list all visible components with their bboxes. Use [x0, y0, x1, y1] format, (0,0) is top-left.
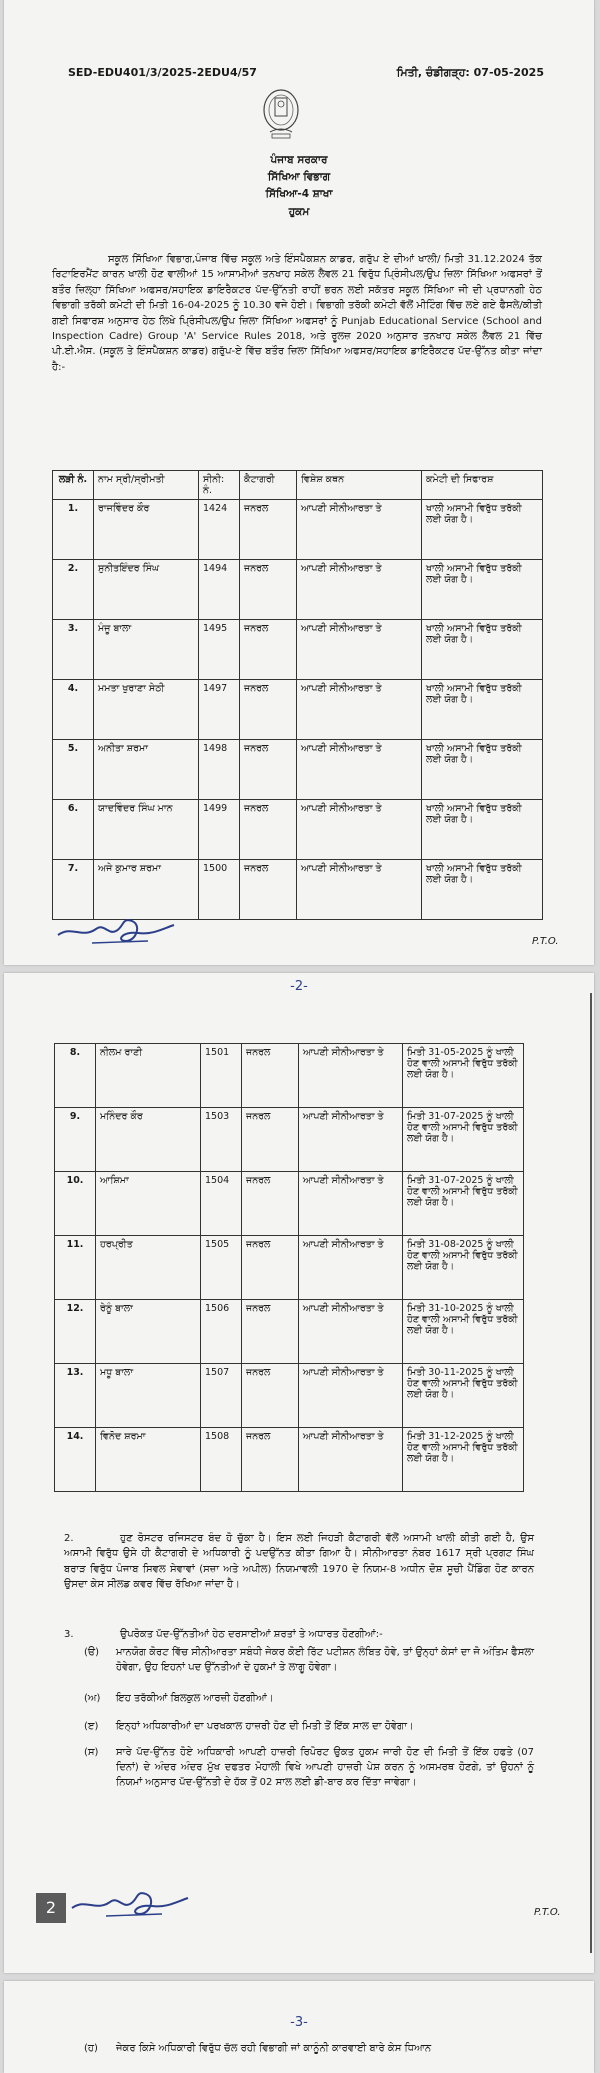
cell-sr: 11. — [55, 1236, 96, 1300]
document-page-1 — [4, 0, 594, 965]
clause-a-label: (ੳ) — [84, 1647, 100, 1658]
cell-seniority: 1501 — [201, 1044, 242, 1108]
cell-category: ਜਨਰਲ — [242, 1236, 299, 1300]
clause-a-text: ਮਾਨਯੋਗ ਕੋਰਟ ਵਿੱਚ ਸੀਨੀਆਰਤਾ ਸਬੰਧੀ ਜੇਕਰ ਕੋਈ ਰਿੱਟ ਪਟੀਸ਼ਨ ਲੰਬਿਤ ਹੋਵੇ, ਤਾਂ ਉਨ੍ਹਾਂ ਕੇਸਾਂ ਦਾ ਜੋ ਅੰਤਿਮ ਫੈਸਲਾ ਹੋਵੇਗਾ, ਉਹ ਇਹਨਾਂ ਪਦ ਉੱਨਤੀਆਂ ਦੇ ਹੁਕਮਾਂ ਤੇ ਲਾਗੂ ਹੋਵੇਗਾ। — [116, 1647, 534, 1673]
cell-seniority: 1503 — [201, 1108, 242, 1172]
cell-category: ਜਨਰਲ — [240, 680, 297, 740]
cell-seniority: 1498 — [199, 740, 240, 800]
table-row — [53, 740, 543, 800]
cell-name: ਸੁਨੀਤਇੰਦਰ ਸਿੰਘ — [94, 560, 199, 620]
cell-recommendation: ਮਿਤੀ 30-11-2025 ਨੂੰ ਖਾਲੀ ਹੋਣ ਵਾਲੀ ਅਸਾਮੀ ਵਿਰੁੱਧ ਤਰੱਕੀ ਲਈ ਯੋਗ ਹੈ। — [403, 1364, 524, 1428]
header-line-3: ਸਿੱਖਿਆ-4 ਸ਼ਾਖਾ — [265, 188, 333, 200]
clause-b-label: (ਅ) — [84, 1693, 101, 1704]
cell-name: ਅਜੇ ਕੁਮਾਰ ਸ਼ਰਮਾ — [94, 860, 199, 920]
cell-name: ਨੀਲਮ ਰਾਣੀ — [96, 1044, 201, 1108]
document-page-2 — [4, 973, 594, 1973]
cell-sr: 2. — [53, 560, 94, 620]
cell-sr: 7. — [53, 860, 94, 920]
pto-note: P.T.O. — [532, 936, 559, 947]
cell-name: ਰੇਨੂੰ ਬਾਲਾ — [96, 1300, 201, 1364]
cell-sr: 14. — [55, 1428, 96, 1492]
document-page-3 — [4, 1981, 594, 2073]
cell-seniority: 1507 — [201, 1364, 242, 1428]
cell-remark: ਆਪਣੀ ਸੀਨੀਆਰਤਾ ਤੇ — [299, 1044, 403, 1108]
cell-sr: 1. — [53, 500, 94, 560]
cell-sr: 5. — [53, 740, 94, 800]
cell-category: ਜਨਰਲ — [242, 1364, 299, 1428]
promotion-table-2 — [54, 1043, 524, 1492]
cell-remark: ਆਪਣੀ ਸੀਨੀਆਰਤਾ ਤੇ — [297, 740, 422, 800]
signature-icon — [66, 1878, 196, 1928]
cell-recommendation: ਮਿਤੀ 31-05-2025 ਨੂੰ ਖਾਲੀ ਹੋਣ ਵਾਲੀ ਅਸਾਮੀ ਵਿਰੁੱਧ ਤਰੱਕੀ ਲਈ ਯੋਗ ਹੈ। — [403, 1044, 524, 1108]
cell-category: ਜਨਰਲ — [242, 1044, 299, 1108]
cell-seniority: 1494 — [199, 560, 240, 620]
clause-d-text: ਸਾਰੇ ਪੱਦ-ਉੱਨਤ ਹੋਏ ਅਧਿਕਾਰੀ ਆਪਣੀ ਹਾਜ਼ਰੀ ਰਿਪੋਰਟ ਉਕਤ ਹੁਕਮ ਜਾਰੀ ਹੋਣ ਦੀ ਮਿਤੀ ਤੋਂ ਇੱਕ ਹਫਤੇ (07 ਦਿਨਾਂ) ਦੇ ਅੰਦਰ ਅੰਦਰ ਮੁੱਖ ਦਫਤਰ ਮੋਹਾਲੀ ਵਿਖੇ ਆਪਣੀ ਹਾਜ਼ਰੀ ਪੇਸ਼ ਕਰਨ ਨੂੰ ਅਸਮਰਥ ਹੋਣਗੇ, ਤਾਂ ਉਹਨਾਂ ਨੂੰ ਨਿਯਮਾਂ ਅਨੁਸਾਰ ਪੱਦ-ਉੱਨਤੀ ਦੇ ਹੱਕ ਤੋਂ 02 ਸਾਲ ਲਈ ਡੀ-ਬਾਰ ਕਰ ਦਿੱਤਾ ਜਾਵੇਗਾ। — [116, 1747, 534, 1788]
cell-recommendation: ਮਿਤੀ 31-10-2025 ਨੂੰ ਖਾਲੀ ਹੋਣ ਵਾਲੀ ਅਸਾਮੀ ਵਿਰੁੱਧ ਤਰੱਕੀ ਲਈ ਯੋਗ ਹੈ। — [403, 1300, 524, 1364]
cell-recommendation: ਮਿਤੀ 31-07-2025 ਨੂੰ ਖਾਲੀ ਹੋਣ ਵਾਲੀ ਅਸਾਮੀ ਵਿਰੁੱਧ ਤਰੱਕੀ ਲਈ ਯੋਗ ਹੈ। — [403, 1172, 524, 1236]
clause-b-text: ਇਹ ਤਰੱਕੀਆਂ ਬਿਲਕੁਲ ਆਰਜ਼ੀ ਹੋਣਗੀਆਂ। — [116, 1693, 274, 1704]
cell-remark: ਆਪਣੀ ਸੀਨੀਆਰਤਾ ਤੇ — [299, 1300, 403, 1364]
cell-category: ਜਨਰਲ — [242, 1108, 299, 1172]
header-line-1: ਪੰਜਾਬ ਸਰਕਾਰ — [270, 154, 328, 166]
table-row — [55, 1300, 524, 1364]
cell-remark: ਆਪਣੀ ਸੀਨੀਆਰਤਾ ਤੇ — [299, 1364, 403, 1428]
cell-name: ਵਿਨੋਦ ਸ਼ਰਮਾ — [96, 1428, 201, 1492]
table-row — [53, 500, 543, 560]
paragraph-2-text: ਹੁਣ ਰੋਸਟਰ ਰਜਿਸਟਰ ਬੰਦ ਹੋ ਚੁੱਕਾ ਹੈ। ਇਸ ਲਈ ਜਿਹੜੀ ਕੈਟਾਗਰੀ ਵੱਲੋਂ ਅਸਾਮੀ ਖਾਲੀ ਕੀਤੀ ਗਈ ਹੈ, ਉਸ ਅਸਾਮੀ ਵਿਰੁੱਧ ਉਸੇ ਹੀ ਕੈਟਾਗਰੀ ਦੇ ਅਧਿਕਾਰੀ ਨੂੰ ਪਦਉੱਨਤ ਕੀਤਾ ਗਿਆ ਹੈ। ਸੀਨੀਆਰਤਾ ਨੰਬਰ 1617 ਸ੍ਰੀ ਪ੍ਰਗਟ ਸਿੰਘ ਬਰਾੜ ਵਿਰੁੱਧ ਪੰਜਾਬ ਸਿਵਲ ਸੇਵਾਵਾਂ (ਸਜ਼ਾ ਅਤੇ ਅਪੀਲ) ਨਿਯਮਾਵਲੀ 1970 ਦੇ ਨਿਯਮ-8 ਅਧੀਨ ਦੋਸ਼ ਸੂਚੀ ਪੈਂਡਿੰਗ ਹੋਣ ਕਾਰਨ ਉਸਦਾ ਕੇਸ ਸੀਲਡ ਕਵਰ ਵਿੱਚ ਰੱਖਿਆ ਜਾਂਦਾ ਹੈ। — [64, 1533, 534, 1590]
cell-category: ਜਨਰਲ — [240, 800, 297, 860]
reference-number: SED-EDU401/3/2025-2EDU4/57 — [68, 66, 257, 79]
cell-recommendation: ਖਾਲੀ ਅਸਾਮੀ ਵਿਰੁੱਧ ਤਰੱਕੀ ਲਈ ਯੋਗ ਹੈ। — [422, 740, 543, 800]
cell-name: ਆਸ਼ਿਮਾ — [96, 1172, 201, 1236]
paragraph-3-text: ਉਪਰੋਕਤ ਪੱਦ-ਉੱਨਤੀਆਂ ਹੇਠ ਦਰਸਾਈਆਂ ਸ਼ਰਤਾਂ ਤੇ ਅਧਾਰਤ ਹੋਣਗੀਆਂ:- — [120, 1629, 383, 1640]
col-recommendation: ਕਮੇਟੀ ਦੀ ਸਿਫਾਰਸ਼ — [422, 471, 543, 500]
cell-remark: ਆਪਣੀ ਸੀਨੀਆਰਤਾ ਤੇ — [299, 1236, 403, 1300]
table-row — [53, 800, 543, 860]
table-row — [55, 1364, 524, 1428]
table-row — [53, 560, 543, 620]
cell-sr: 13. — [55, 1364, 96, 1428]
cell-seniority: 1505 — [201, 1236, 242, 1300]
cell-name: ਮੰਜੂ ਬਾਲਾ — [94, 620, 199, 680]
cell-remark: ਆਪਣੀ ਸੀਨੀਆਰਤਾ ਤੇ — [297, 560, 422, 620]
clause-d — [64, 1745, 534, 1790]
table-row — [55, 1172, 524, 1236]
paragraph-3-number: 3. — [64, 1629, 74, 1640]
cell-recommendation: ਖਾਲੀ ਅਸਾਮੀ ਵਿਰੁੱਧ ਤਰੱਕੀ ਲਈ ਯੋਗ ਹੈ। — [422, 560, 543, 620]
cell-remark: ਆਪਣੀ ਸੀਨੀਆਰਤਾ ਤੇ — [297, 620, 422, 680]
cell-category: ਜਨਰਲ — [240, 560, 297, 620]
cell-sr: 3. — [53, 620, 94, 680]
clause-b — [64, 1691, 534, 1706]
paragraph-2 — [64, 1531, 534, 1592]
paragraph-2-number: 2. — [64, 1533, 74, 1544]
cell-category: ਜਨਰਲ — [242, 1172, 299, 1236]
cell-sr: 4. — [53, 680, 94, 740]
cell-recommendation: ਖਾਲੀ ਅਸਾਮੀ ਵਿਰੁੱਧ ਤਰੱਕੀ ਲਈ ਯੋਗ ਹੈ। — [422, 860, 543, 920]
table-row — [53, 680, 543, 740]
order-heading: ਹੁਕਮ — [288, 206, 310, 218]
page-number: -2- — [290, 979, 308, 994]
cell-seniority: 1424 — [199, 500, 240, 560]
clause-c — [64, 1719, 534, 1734]
cell-name: ਰਾਜਵਿੰਦਰ ਕੌਰ — [94, 500, 199, 560]
cell-category: ਜਨਰਲ — [242, 1428, 299, 1492]
clause-e — [64, 2041, 534, 2056]
col-remark: ਵਿਸ਼ੇਸ਼ ਕਥਨ — [297, 471, 422, 500]
cell-seniority: 1508 — [201, 1428, 242, 1492]
clause-c-text: ਇਨ੍ਹਾਂ ਅਧਿਕਾਰੀਆਂ ਦਾ ਪਰਖਕਾਲ ਹਾਜ਼ਰੀ ਹੋਣ ਦੀ ਮਿਤੀ ਤੋਂ ਇੱਕ ਸਾਲ ਦਾ ਹੋਵੇਗਾ। — [116, 1721, 414, 1732]
cell-sr: 9. — [55, 1108, 96, 1172]
cell-recommendation: ਖਾਲੀ ਅਸਾਮੀ ਵਿਰੁੱਧ ਤਰੱਕੀ ਲਈ ਯੋਗ ਹੈ। — [422, 500, 543, 560]
pto-note: P.T.O. — [534, 1907, 561, 1918]
page-count-badge: 2 — [36, 1893, 66, 1923]
cell-seniority: 1500 — [199, 860, 240, 920]
col-seniority: ਸੀਨੀ: ਨੰ. — [199, 471, 240, 500]
cell-seniority: 1497 — [199, 680, 240, 740]
signature-icon — [52, 905, 182, 955]
cell-name: ਮਨਿੰਦਰ ਕੌਰ — [96, 1108, 201, 1172]
col-name: ਨਾਮ ਸ੍ਰੀ/ਸ੍ਰੀਮਤੀ — [94, 471, 199, 500]
cell-remark: ਆਪਣੀ ਸੀਨੀਆਰਤਾ ਤੇ — [297, 680, 422, 740]
cell-sr: 8. — [55, 1044, 96, 1108]
cell-seniority: 1495 — [199, 620, 240, 680]
cell-remark: ਆਪਣੀ ਸੀਨੀਆਰਤਾ ਤੇ — [297, 860, 422, 920]
cell-remark: ਆਪਣੀ ਸੀਨੀਆਰਤਾ ਤੇ — [299, 1428, 403, 1492]
cell-name: ਮਧੂ ਬਾਲਾ — [96, 1364, 201, 1428]
table-row — [53, 620, 543, 680]
clause-a — [64, 1645, 534, 1675]
document-date: ਮਿਤੀ, ਚੰਡੀਗੜ੍ਹ: 07-05-2025 — [396, 66, 544, 79]
cell-recommendation: ਖਾਲੀ ਅਸਾਮੀ ਵਿਰੁੱਧ ਤਰੱਕੀ ਲਈ ਯੋਗ ਹੈ। — [422, 680, 543, 740]
page-number: -3- — [290, 2015, 308, 2030]
government-emblem-icon — [256, 84, 306, 148]
cell-seniority: 1499 — [199, 800, 240, 860]
cell-name: ਅਨੀਤਾ ਸ਼ਰਮਾ — [94, 740, 199, 800]
clause-c-label: (ੲ) — [84, 1721, 99, 1732]
clause-d-label: (ਸ) — [84, 1747, 99, 1758]
cell-sr: 10. — [55, 1172, 96, 1236]
cell-category: ਜਨਰਲ — [240, 500, 297, 560]
page-edge-line — [590, 993, 592, 1953]
cell-recommendation: ਮਿਤੀ 31-08-2025 ਨੂੰ ਖਾਲੀ ਹੋਣ ਵਾਲੀ ਅਸਾਮੀ ਵਿਰੁੱਧ ਤਰੱਕੀ ਲਈ ਯੋਗ ਹੈ। — [403, 1236, 524, 1300]
cell-remark: ਆਪਣੀ ਸੀਨੀਆਰਤਾ ਤੇ — [297, 800, 422, 860]
cell-name: ਹਰਪ੍ਰੀਤ — [96, 1236, 201, 1300]
cell-seniority: 1506 — [201, 1300, 242, 1364]
table-row — [55, 1428, 524, 1492]
cell-category: ਜਨਰਲ — [240, 740, 297, 800]
table-row — [55, 1236, 524, 1300]
cell-recommendation: ਮਿਤੀ 31-12-2025 ਨੂੰ ਖਾਲੀ ਹੋਣ ਵਾਲੀ ਅਸਾਮੀ ਵਿਰੁੱਧ ਤਰੱਕੀ ਲਈ ਯੋਗ ਹੈ। — [403, 1428, 524, 1492]
col-sr: ਲੜੀ ਨੰ. — [53, 471, 94, 500]
paragraph-3 — [64, 1627, 534, 1642]
cell-sr: 6. — [53, 800, 94, 860]
header-line-2: ਸਿੱਖਿਆ ਵਿਭਾਗ — [267, 171, 331, 183]
table-row — [55, 1044, 524, 1108]
clause-e-label: (ਹ) — [84, 2043, 98, 2054]
cell-seniority: 1504 — [201, 1172, 242, 1236]
cell-remark: ਆਪਣੀ ਸੀਨੀਆਰਤਾ ਤੇ — [297, 500, 422, 560]
promotion-table-1 — [52, 470, 543, 920]
cell-recommendation: ਖਾਲੀ ਅਸਾਮੀ ਵਿਰੁੱਧ ਤਰੱਕੀ ਲਈ ਯੋਗ ਹੈ। — [422, 800, 543, 860]
table-header-row — [53, 471, 543, 500]
col-category: ਕੈਟਾਗਰੀ — [240, 471, 297, 500]
cell-category: ਜਨਰਲ — [242, 1300, 299, 1364]
intro-paragraph: ਸਕੂਲ ਸਿੱਖਿਆ ਵਿਭਾਗ,ਪੰਜਾਬ ਵਿੱਚ ਸਕੂਲ ਅਤੇ ਇੰਸਪੈਕਸ਼ਨ ਕਾਡਰ, ਗਰੁੱਪ ਏ ਦੀਆਂ ਖਾਲੀ/ ਮਿਤੀ 31.12.2024 ਤੱਕ ਰਿਟਾਇਰਮੈਂਟ ਕਾਰਨ ਖਾਲੀ ਹੋਣ ਵਾਲੀਆਂ 15 ਆਸਾਮੀਆਂ ਤਨਖਾਹ ਸਕੇਲ ਲੈਵਲ 21 ਵਿਰੁੱਧ ਪ੍ਰਿੰਸੀਪਲ/ਉਪ ਜ਼ਿਲਾ ਸਿੱਖਿਆ ਅਫਸਰਾਂ ਤੋਂ ਬਤੌਰ ਜ਼ਿਲ੍ਹਾ ਸਿੱਖਿਆ ਅਫਸਰ/ਸਹਾਇਕ ਡਾਇਰੈਕਟਰ ਪੱਦ-ਉੱਨਤੀ ਰਾਹੀਂ ਭਰਨ ਲਈ ਸਕੱਤਰ ਸਕੂਲ ਸਿੱਖਿਆ ਜੀ ਦੀ ਪ੍ਰਧਾਨਗੀ ਹੇਠ ਵਿਭਾਗੀ ਤਰੱਕੀ ਕਮੇਟੀ ਦੀ ਮਿਤੀ 16-04-2025 ਨੂੰ 10.30 ਵਜੇ ਹੋਈ। ਵਿਭਾਗੀ ਤਰੱਕੀ ਕਮੇਟੀ ਵੱਲੋਂ ਮੀਟਿੰਗ ਵਿੱਚ ਲਏ ਗਏ ਫੈਸਲੇ/ਕੀਤੀ ਗਈ ਸਿਫਾਰਸ਼ ਅਨੁਸਾਰ ਹੇਠ ਲਿਖੇ ਪ੍ਰਿੰਸੀਪਲ/ਉਪ ਜ਼ਿਲਾ ਸਿੱਖਿਆ ਅਫਸਰਾਂ ਨੂੰ Punjab Educational Service (School and Inspection Cadre) Group 'A' Service Rules 2018, ਅਤੇ ਰੂਲਜ਼ 2020 ਅਨੁਸਾਰ ਤਨਖਾਹ ਸਕੇਲ ਲੈਵਲ 21 ਵਿੱਚ ਪੀ.ਈ.ਐਸ. (ਸਕੂਲ ਤੇ ਇੰਸਪੈਕਸ਼ਨ ਕਾਡਰ) ਗਰੁੱਪ-ਏ ਵਿੱਚ ਬਤੌਰ ਜ਼ਿਲਾ ਸਿੱਖਿਆ ਅਫਸਰ/ਸਹਾਇਕ ਡਾਇਰੈਕਟਰ ਪੱਦ-ਉੱਨਤ ਕੀਤਾ ਜਾਂਦਾ ਹੈ:- — [52, 254, 542, 373]
cell-recommendation: ਮਿਤੀ 31-07-2025 ਨੂੰ ਖਾਲੀ ਹੋਣ ਵਾਲੀ ਅਸਾਮੀ ਵਿਰੁੱਧ ਤਰੱਕੀ ਲਈ ਯੋਗ ਹੈ। — [403, 1108, 524, 1172]
clause-e-text: ਜੇਕਰ ਕਿਸੇ ਅਧਿਕਾਰੀ ਵਿਰੁੱਧ ਚੱਲ ਰਹੀ ਵਿਭਾਗੀ ਜਾਂ ਕਾਨੂੰਨੀ ਕਾਰਵਾਈ ਬਾਰੇ ਕੇਸ ਧਿਆਨ — [116, 2043, 432, 2054]
cell-name: ਮਮਤਾ ਖੁਰਾਣਾ ਸੇਠੀ — [94, 680, 199, 740]
cell-remark: ਆਪਣੀ ਸੀਨੀਆਰਤਾ ਤੇ — [299, 1172, 403, 1236]
cell-category: ਜਨਰਲ — [240, 860, 297, 920]
cell-remark: ਆਪਣੀ ਸੀਨੀਆਰਤਾ ਤੇ — [299, 1108, 403, 1172]
cell-category: ਜਨਰਲ — [240, 620, 297, 680]
table-row — [55, 1108, 524, 1172]
cell-sr: 12. — [55, 1300, 96, 1364]
cell-name: ਯਾਦਵਿੰਦਰ ਸਿੰਘ ਮਾਨ — [94, 800, 199, 860]
cell-recommendation: ਖਾਲੀ ਅਸਾਮੀ ਵਿਰੁੱਧ ਤਰੱਕੀ ਲਈ ਯੋਗ ਹੈ। — [422, 620, 543, 680]
